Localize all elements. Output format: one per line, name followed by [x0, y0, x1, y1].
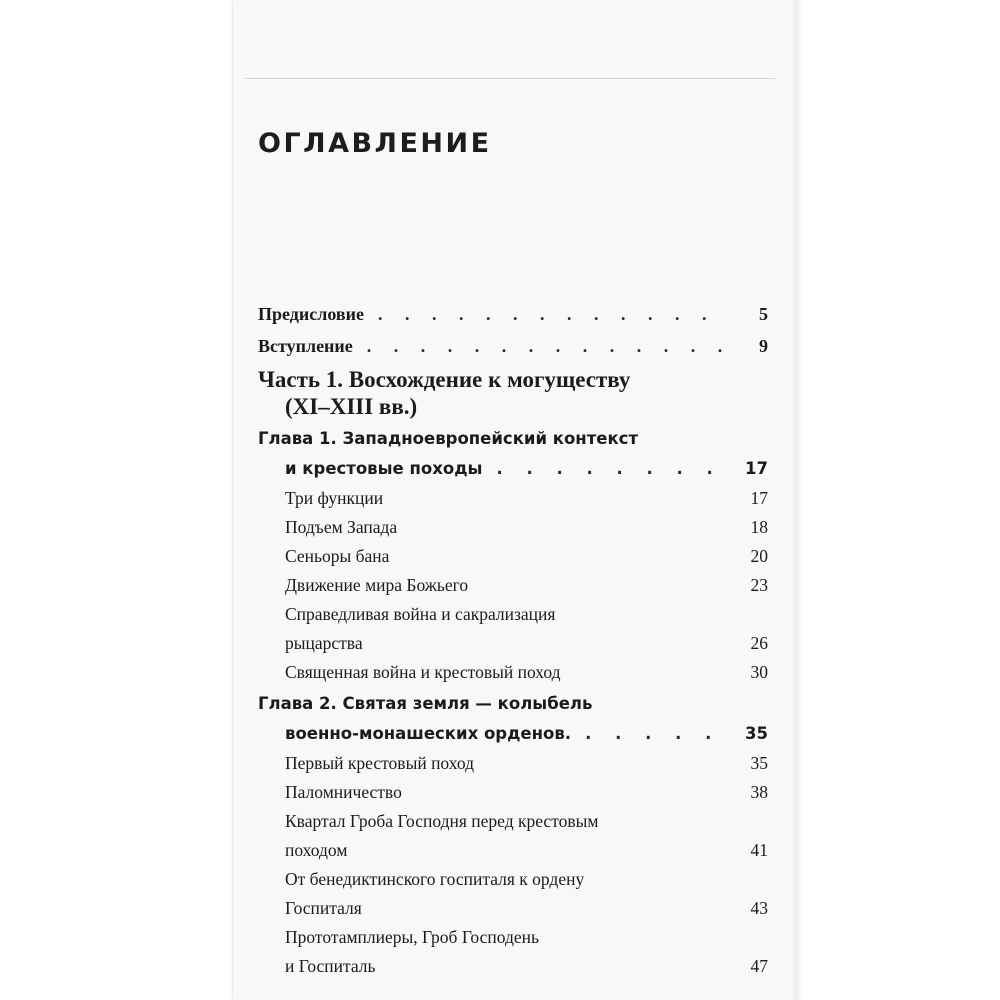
leader-dots: [496, 454, 728, 484]
page-number: 30: [750, 662, 768, 682]
page-number: 41: [750, 840, 768, 860]
leader-dots: [378, 300, 728, 328]
page-number: 35: [750, 753, 768, 773]
section-label: Подъем Запада: [285, 517, 398, 537]
chapter-title-line2: и крестовые походы: [285, 459, 483, 478]
page-edge: [795, 0, 803, 1000]
section-label: Священная война и крестовый поход: [285, 662, 561, 682]
page-number: 35: [745, 724, 768, 743]
toc-section: [258, 484, 768, 513]
part-title-line2: (XI–XIII вв.): [285, 394, 418, 419]
page-number: 47: [750, 956, 768, 976]
section-label-line2: походом: [285, 840, 348, 860]
section-label: Движение мира Божьего: [285, 575, 469, 595]
toc-chapter-2: [258, 689, 768, 749]
page-number: 38: [750, 782, 768, 802]
section-label-line1: Квартал Гроба Господня перед крестовым: [285, 811, 599, 831]
section-label: Три функции: [285, 488, 384, 508]
toc-section: [258, 513, 768, 542]
page-number: 18: [750, 517, 768, 537]
toc-section: [258, 749, 768, 778]
section-label: Сеньоры бана: [285, 546, 390, 566]
leader-dots: [585, 719, 728, 749]
section-label: Паломничество: [285, 782, 402, 802]
chapter-title-line1: Глава 2. Святая земля — колыбель: [258, 694, 593, 713]
section-label-line2: и Госпиталь: [285, 956, 376, 976]
section-label-line2: рыцарства: [285, 633, 363, 653]
toc-section: [258, 807, 768, 865]
toc-entry-preface: [258, 300, 768, 328]
toc-section: [258, 923, 768, 981]
toc-entry-introduction: [258, 332, 768, 360]
chapter-title-line2: военно-монашеских орденов.: [285, 724, 572, 743]
part-title-line1: Часть 1. Восхождение к могуществу: [258, 367, 631, 392]
toc-entry-label: Вступление: [258, 336, 353, 356]
toc-section: [258, 571, 768, 600]
section-label-line1: Справедливая война и сакрализация: [285, 604, 556, 624]
page-title: ОГЛАВЛЕНИЕ: [258, 128, 492, 159]
section-label: Первый крестовый поход: [285, 753, 474, 773]
section-label-line1: Прототамплиеры, Гроб Господень: [285, 927, 539, 947]
toc-section: [258, 600, 768, 658]
page-number: 17: [750, 488, 768, 508]
toc-entry-label: Предисловие: [258, 304, 364, 324]
toc-part-1: [258, 366, 768, 420]
page-number: 20: [750, 546, 768, 566]
header-rule: [245, 78, 775, 79]
page-number: 26: [750, 633, 768, 653]
toc-section: [258, 658, 768, 687]
toc-section: [258, 778, 768, 807]
toc-section: [258, 542, 768, 571]
page-number: 5: [759, 304, 768, 324]
section-label-line1: От бенедиктинского госпиталя к ордену: [285, 869, 585, 889]
chapter-title-line1: Глава 1. Западноевропейский контекст: [258, 429, 639, 448]
book-page: [233, 0, 793, 1000]
page-number: 23: [750, 575, 768, 595]
page-number: 9: [759, 336, 768, 356]
table-of-contents: [258, 300, 768, 981]
toc-chapter-1: [258, 424, 768, 484]
page-number: 43: [750, 898, 768, 918]
section-label-line2: Госпиталя: [285, 898, 362, 918]
leader-dots: [367, 332, 728, 360]
toc-section: [258, 865, 768, 923]
page-number: 17: [745, 459, 768, 478]
